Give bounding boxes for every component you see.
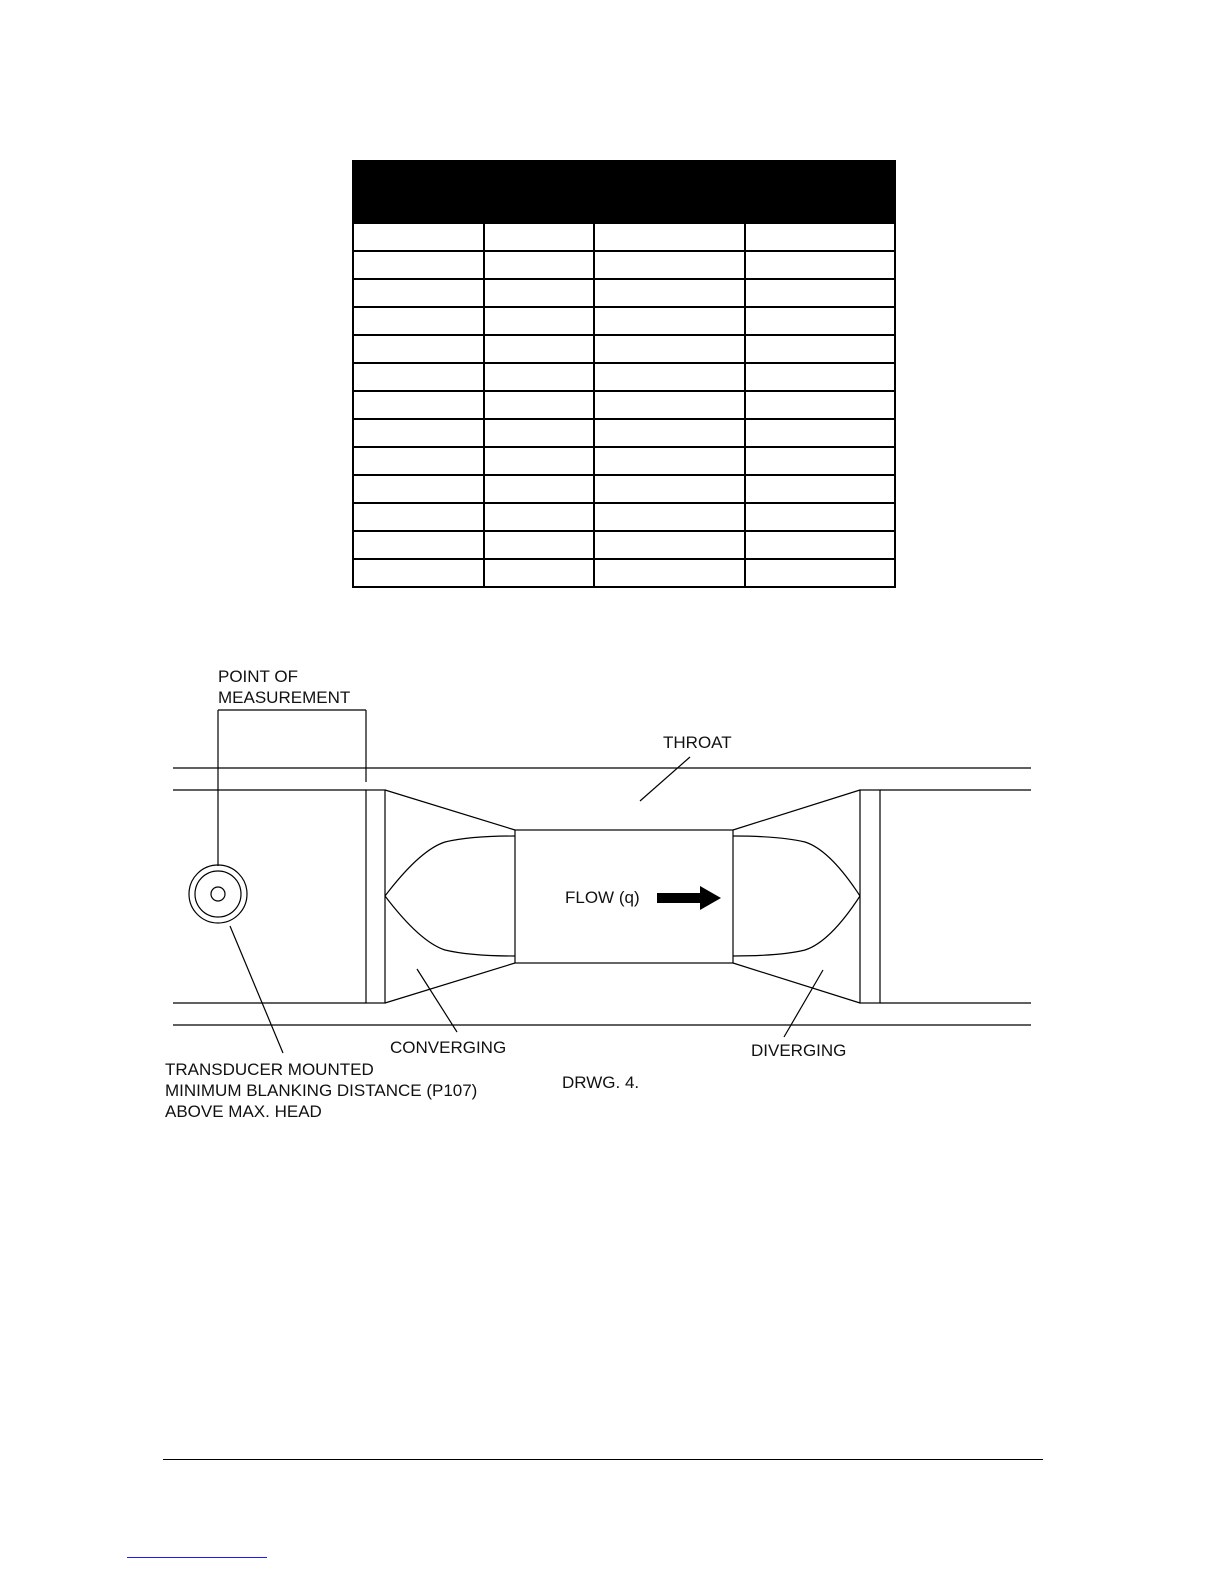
transducer-leader [230, 926, 283, 1053]
converging-curve-top [385, 836, 515, 896]
transducer-center [211, 887, 225, 901]
transducer-note-line3: ABOVE MAX. HEAD [165, 1102, 322, 1121]
transducer-note-line2: MINIMUM BLANKING DISTANCE (P107) [165, 1081, 478, 1100]
transducer-inner-ring [195, 871, 241, 917]
diverging-curve-top [733, 836, 860, 896]
transducer-note-line1: TRANSDUCER MOUNTED [165, 1060, 374, 1079]
flow-arrow-icon [657, 886, 721, 910]
converging-bottom-edge [385, 963, 515, 1003]
diverging-bottom-edge [733, 963, 860, 1003]
drawing-caption: DRWG. 4. [562, 1073, 640, 1092]
flow-label: FLOW (q) [565, 888, 640, 907]
converging-leader [417, 969, 457, 1032]
throat-label: THROAT [663, 733, 732, 752]
throat-leader [640, 757, 690, 801]
flange-right [860, 790, 880, 1003]
diverging-label: DIVERGING [751, 1041, 847, 1060]
diverging-top-edge [733, 790, 860, 830]
footer-link-underline [127, 1557, 267, 1558]
point-of-measurement-label-line2: MEASUREMENT [218, 688, 351, 707]
diverging-leader [784, 970, 823, 1037]
converging-curve-bottom [385, 896, 515, 956]
footer-rule [163, 1459, 1043, 1460]
point-of-measurement-label-line1: POINT OF [218, 667, 298, 686]
transducer-outer-ring [189, 865, 247, 923]
diverging-curve-bottom [733, 896, 860, 956]
converging-label: CONVERGING [390, 1038, 507, 1057]
converging-top-edge [385, 790, 515, 830]
flange-left [366, 790, 385, 1003]
